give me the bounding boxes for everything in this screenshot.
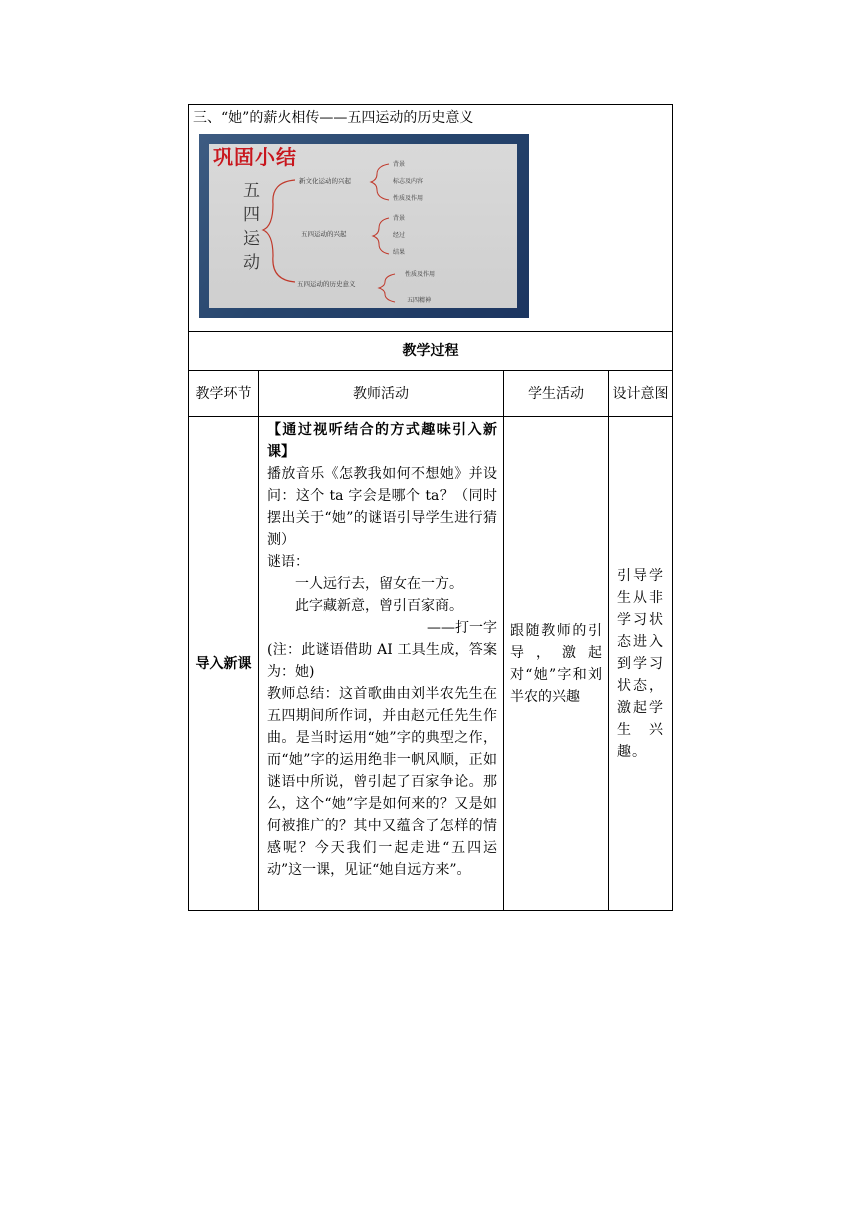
branch-label: 五四运动的兴起 bbox=[301, 230, 347, 238]
sub-brace bbox=[371, 164, 389, 200]
sub-brace bbox=[379, 274, 395, 302]
student-activity-cell: 跟随教师的引导，激起对“她”字和刘半农的兴趣 bbox=[504, 417, 609, 911]
teacher-heading: 【通过视听结合的方式趣味引入新课】 bbox=[267, 422, 497, 460]
root-char: 四 bbox=[243, 205, 260, 225]
header-design: 设计意图 bbox=[609, 371, 673, 417]
root-char: 运 bbox=[243, 229, 260, 249]
riddle-note: (注：此谜语借助 AI 工具生成，答案为：她) bbox=[267, 642, 497, 680]
teacher-activity-cell bbox=[259, 417, 504, 911]
leaf-item: 性质及作用 bbox=[405, 271, 436, 278]
slide-title: 巩固小结 bbox=[213, 145, 297, 169]
table-title: 教学过程 bbox=[189, 332, 673, 371]
riddle-label: 谜语： bbox=[267, 554, 309, 570]
leaf-item: 背景 bbox=[393, 161, 406, 168]
teacher-intro: 播放音乐《怎教我如何不想她》并设问：这个 ta 字会是哪个 ta？（同时摆出关于“她”的谜语引导学生进行猜测） bbox=[267, 466, 497, 548]
stage-cell: 导入新课 bbox=[189, 417, 259, 911]
leaf-item: 五四精神 bbox=[407, 297, 432, 304]
leaf-item: 经过 bbox=[393, 232, 406, 239]
sub-brace bbox=[373, 218, 389, 254]
leaf-item: 性质及作用 bbox=[393, 195, 424, 202]
root-char: 五 bbox=[243, 181, 260, 201]
main-brace bbox=[263, 180, 295, 282]
riddle-line: 一人远行去，留女在一方。 bbox=[295, 576, 463, 592]
leaf-item: 标志及内容 bbox=[393, 178, 424, 185]
mindmap-diagram bbox=[209, 144, 517, 308]
riddle-hint: ——打一字 bbox=[427, 620, 497, 636]
riddle-line: 此字藏新意，曾引百家商。 bbox=[295, 598, 463, 614]
teacher-summary: 教师总结：这首歌曲由刘半农先生在五四期间所作词，并由赵元任先生作曲。是当时运用“她”字的典型之作，而“她”字的运用绝非一帆风顺，正如谜语中所说，曾引起了百家争论。那么，这个“她”字是如何来的？又是如何被推广的？其中又蕴含了怎样的情感呢？今天我们一起走进“五四运动”这一课，见证“她自远方来”。 bbox=[267, 686, 497, 878]
root-char: 动 bbox=[243, 253, 260, 273]
header-student: 学生活动 bbox=[504, 371, 609, 417]
header-teacher: 教师活动 bbox=[259, 371, 504, 417]
section-cell bbox=[189, 105, 673, 332]
leaf-item: 背景 bbox=[393, 215, 406, 222]
summary-slide-image bbox=[199, 134, 529, 318]
branch-label: 五四运动的历史意义 bbox=[297, 280, 356, 288]
slide-canvas bbox=[209, 144, 517, 308]
leaf-item: 结果 bbox=[393, 249, 406, 256]
branch-label: 新文化运动的兴起 bbox=[299, 177, 351, 185]
lesson-table bbox=[188, 104, 673, 911]
section-heading: 三、“她”的薪火相传——五四运动的历史意义 bbox=[193, 110, 474, 126]
design-intent-cell: 引导学生从非学习状态进入到学习状态，激起学生 兴趣。 bbox=[609, 417, 673, 911]
header-stage: 教学环节 bbox=[189, 371, 259, 417]
